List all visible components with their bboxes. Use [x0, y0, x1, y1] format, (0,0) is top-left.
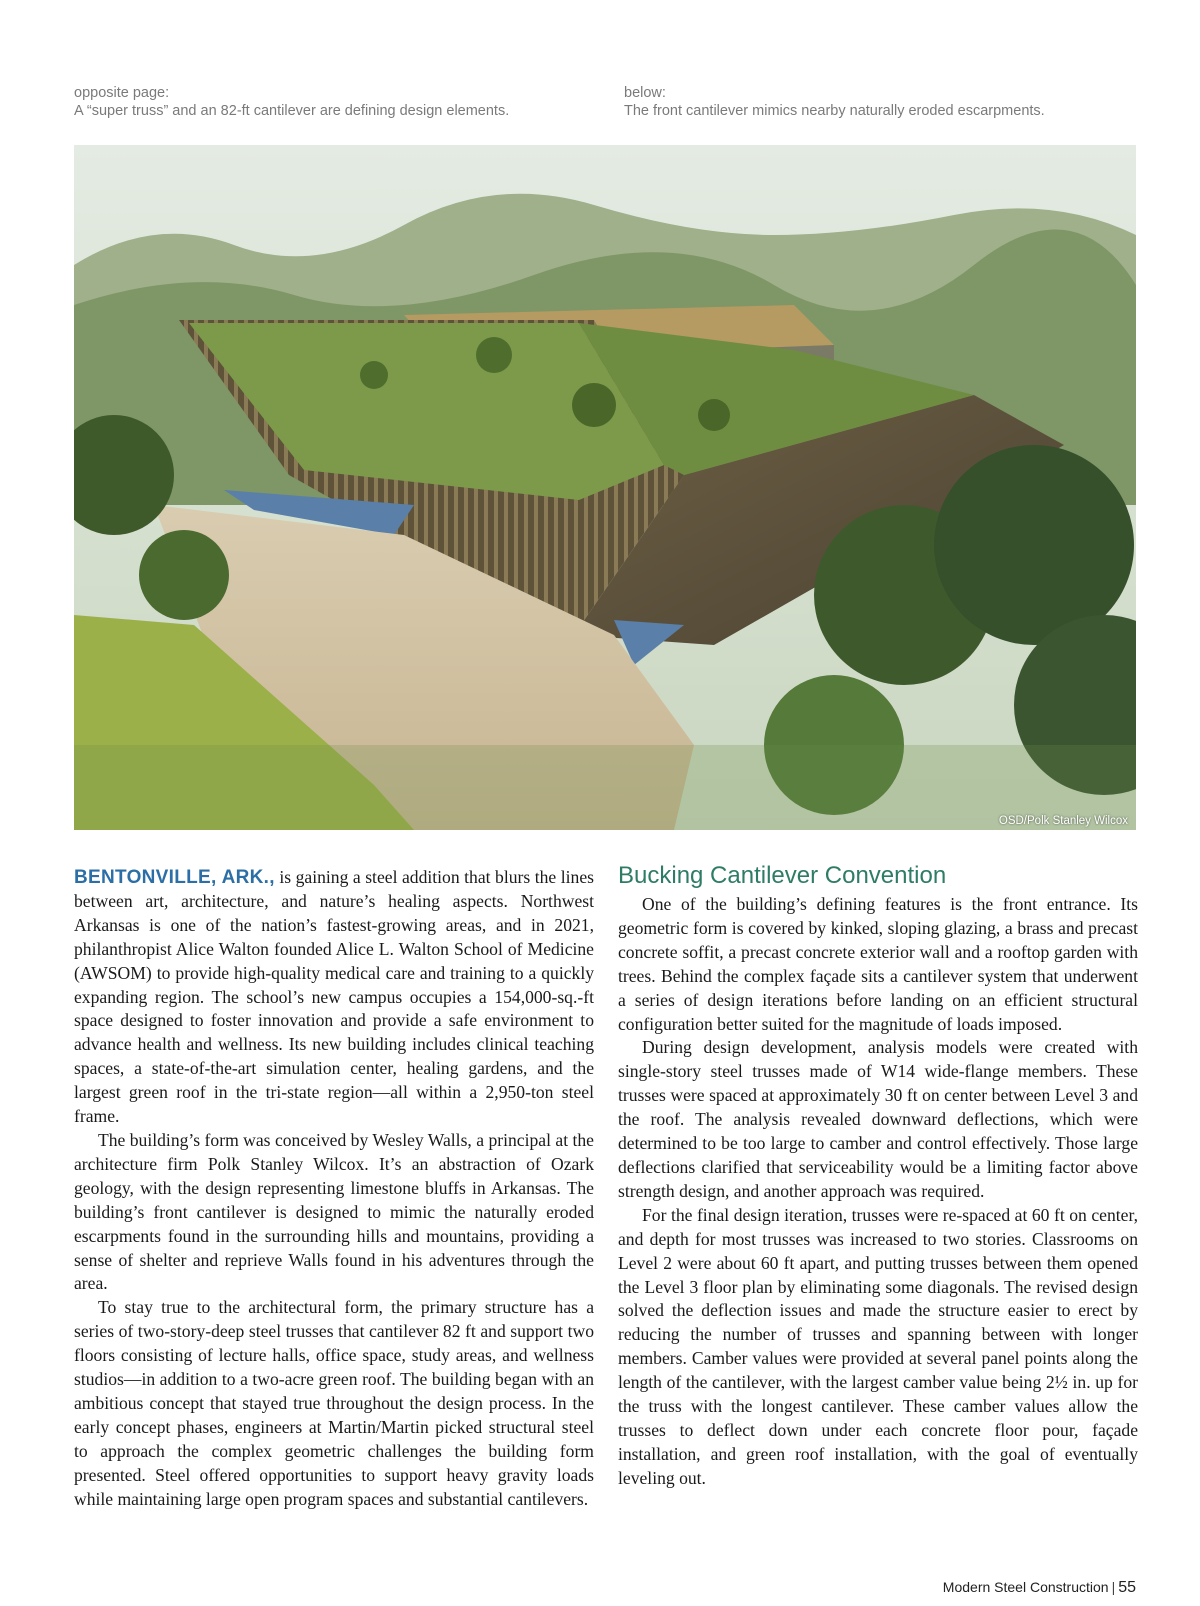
article-paragraph	[74, 866, 594, 1129]
article-paragraph: For the final design iteration, trusses were re-spaced at 60 ft on center, and depth for most trusses was increased to two stories. Classrooms on Level 2 were about 60 ft apart, and putting trusses between them opened the Level 3 floor plan by eliminating some diagonals. The revised design solved the deflection issues and made the structure easier to erect by reducing the number of trusses and spanning between with longer members. Camber values were provided at several panel points along the length of the cantilever, with the largest camber value being 2½ in. up for the truss with the longest cantilever. These camber values allow the trusses to deflect down under each concrete floor pour, façade installation, and green roof installation, with the goal of eventually leveling out.	[618, 1204, 1138, 1488]
article-paragraph: To stay true to the architectural form, the primary structure has a series of two-story-deep steel trusses that cantilever 82 ft and support two floors consisting of lecture halls, office space, study areas, and wellness studios—in addition to a two-acre green roof. The building began with an ambitious concept that stayed true throughout the design process. In the early concept phases, engineers at Martin/Martin picked structural steel to approach the complex geometric challenges the building form presented. Steel offered opportunities to support heavy gravity loads while maintaining large open program spaces and substantial cantilevers.	[74, 1297, 594, 1509]
photo-credit: OSD/Polk Stanley Wilcox	[998, 815, 1128, 827]
article-paragraph: The building’s form was conceived by Wesley Walls, a principal at the architecture firm Polk Stanley Wilcox. It’s an abstraction of Ozark geology, with the design representing limestone bluffs in Arkansas. The building’s front cantilever is designed to mimic the naturally eroded escarpments found in the surrounding hills and mountains, providing a sense of shelter and reprieve Walls found in his adventures through the area.	[74, 1129, 594, 1294]
caption-label: below:	[624, 85, 666, 101]
dateline-lead-in: BENTONVILLE, ARK.,	[74, 867, 275, 888]
building-rendering-image	[74, 145, 1136, 830]
section-heading: Bucking Cantilever Convention	[618, 862, 947, 889]
page-number: 55	[1118, 1579, 1136, 1596]
caption-text: A “super truss” and an 82-ft cantilever are defining design elements.	[74, 103, 510, 119]
caption-label: opposite page:	[74, 85, 170, 101]
caption-text: The front cantilever mimics nearby naturally eroded escarpments.	[624, 103, 1045, 119]
paragraph-text: is gaining a steel addition that blurs the lines between art, architecture, and nature’s healing aspects. Northwest Arkansas is one of the nation’s fastest-growing areas, and in 2021, philanthropist Alice Walton founded Alice L. Walton School of Medicine (AWSOM) to provide high-quality medical care and training to a quickly expanding region. The school’s new campus occupies a 154,000-sq.-ft space designed to foster innovation and provide a safe environment to advance health and wellness. Its new building includes clinical teaching spaces, a state-of-the-art simulation center, healing gardens, and the largest green roof in the tri-state region—all within a 2,950-ton steel frame.	[74, 867, 594, 1127]
caption-below	[624, 84, 1144, 120]
publication-name: Modern Steel Construction	[942, 1579, 1109, 1595]
page-footer	[943, 1579, 1136, 1597]
article-column-right	[618, 861, 1138, 1491]
rendering-illustration	[74, 145, 1136, 830]
article-column-left	[74, 866, 594, 1511]
article-paragraph: One of the building’s defining features is the front entrance. Its geometric form is covered by kinked, sloping glazing, a brass and precast concrete soffit, a precast concrete exterior wall and a rooftop garden with trees. Behind the complex façade sits a cantilever system that underwent a series of design iterations before landing on an efficient structural configuration better suited for the magnitude of loads imposed.	[618, 894, 1138, 1034]
article-paragraph: During design development, analysis models were created with single-story steel trusses made of W14 wide-flange members. These trusses were spaced at approximately 30 ft on center between Level 3 and the roof. The analysis revealed downward deflections, which were determined to be too large to camber and control effectively. Those large deflections clarified that serviceability would be a limiting factor above strength design, and another approach was required.	[618, 1037, 1138, 1201]
footer-separator: |	[1111, 1579, 1116, 1595]
caption-opposite-page	[74, 84, 594, 120]
